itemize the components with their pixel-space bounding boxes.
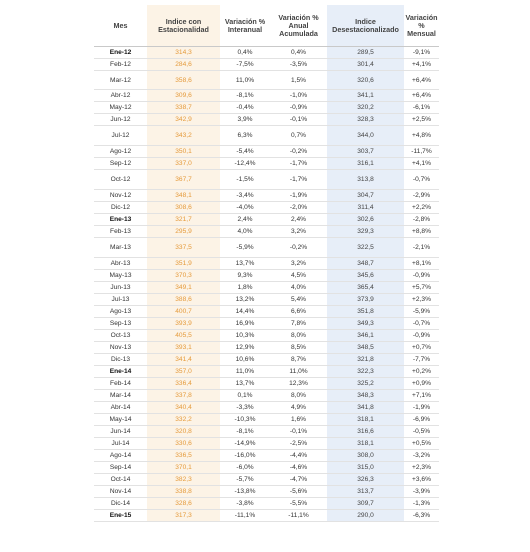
cell-mes: Mar-14	[94, 390, 147, 402]
cell-mes: Mar-13	[94, 238, 147, 258]
cell-indice-estacionalidad: 357,0	[147, 366, 220, 378]
cell-variacion-anual-acumulada: 6,6%	[270, 306, 327, 318]
cell-indice-estacionalidad: 370,1	[147, 462, 220, 474]
cell-indice-desestacionalizado: 365,4	[327, 282, 404, 294]
cell-variacion-mensual: -9,1%	[404, 47, 439, 59]
cell-mes: May-12	[94, 102, 147, 114]
cell-variacion-anual-acumulada: -4,7%	[270, 474, 327, 486]
cell-variacion-interanual: -0,4%	[220, 102, 270, 114]
cell-variacion-mensual: -3,2%	[404, 450, 439, 462]
cell-variacion-interanual: -12,4%	[220, 158, 270, 170]
cell-indice-desestacionalizado: 318,1	[327, 414, 404, 426]
cell-mes: Abr-13	[94, 258, 147, 270]
cell-mes: Sep-14	[94, 462, 147, 474]
table-row	[94, 170, 439, 190]
cell-variacion-mensual: +2,2%	[404, 202, 439, 214]
cell-indice-desestacionalizado: 316,1	[327, 158, 404, 170]
cell-indice-desestacionalizado: 321,8	[327, 354, 404, 366]
cell-variacion-anual-acumulada: -1,0%	[270, 90, 327, 102]
table-row	[94, 402, 439, 414]
cell-variacion-mensual: -0,7%	[404, 170, 439, 190]
cell-variacion-anual-acumulada: 4,0%	[270, 282, 327, 294]
cell-variacion-interanual: 1,8%	[220, 282, 270, 294]
cell-variacion-mensual: -5,9%	[404, 306, 439, 318]
cell-variacion-interanual: 6,3%	[220, 126, 270, 146]
cell-variacion-mensual: +4,1%	[404, 158, 439, 170]
cell-variacion-interanual: 13,7%	[220, 258, 270, 270]
cell-indice-estacionalidad: 336,4	[147, 378, 220, 390]
cell-indice-estacionalidad: 350,1	[147, 146, 220, 158]
cell-variacion-mensual: -1,3%	[404, 498, 439, 510]
cell-variacion-mensual: -2,8%	[404, 214, 439, 226]
cell-variacion-anual-acumulada: -0,9%	[270, 102, 327, 114]
cell-variacion-mensual: -0,9%	[404, 330, 439, 342]
cell-variacion-mensual: +4,1%	[404, 59, 439, 71]
cell-indice-estacionalidad: 337,5	[147, 238, 220, 258]
cell-variacion-interanual: 13,7%	[220, 378, 270, 390]
cell-mes: Dic-13	[94, 354, 147, 366]
cell-variacion-interanual: 13,2%	[220, 294, 270, 306]
cell-variacion-anual-acumulada: 2,4%	[270, 214, 327, 226]
cell-mes: Oct-12	[94, 170, 147, 190]
header-variacion-mensual: Variación % Mensual	[404, 5, 439, 47]
cell-indice-estacionalidad: 382,3	[147, 474, 220, 486]
data-table-container	[94, 5, 439, 522]
cell-indice-desestacionalizado: 329,3	[327, 226, 404, 238]
cell-indice-desestacionalizado: 320,6	[327, 71, 404, 90]
cell-variacion-mensual: -1,9%	[404, 402, 439, 414]
cell-indice-estacionalidad: 342,9	[147, 114, 220, 126]
cell-indice-estacionalidad: 330,6	[147, 438, 220, 450]
cell-variacion-anual-acumulada: 8,0%	[270, 330, 327, 342]
cell-indice-estacionalidad: 284,6	[147, 59, 220, 71]
cell-indice-desestacionalizado: 326,3	[327, 474, 404, 486]
cell-indice-estacionalidad: 309,6	[147, 90, 220, 102]
cell-mes: Dic-14	[94, 498, 147, 510]
cell-mes: Ago-12	[94, 146, 147, 158]
cell-variacion-interanual: -5,7%	[220, 474, 270, 486]
cell-variacion-interanual: 11,0%	[220, 366, 270, 378]
cell-indice-estacionalidad: 337,0	[147, 158, 220, 170]
cell-variacion-anual-acumulada: -5,5%	[270, 498, 327, 510]
cell-indice-desestacionalizado: 341,8	[327, 402, 404, 414]
cell-variacion-interanual: 9,3%	[220, 270, 270, 282]
cell-variacion-interanual: -10,3%	[220, 414, 270, 426]
cell-variacion-interanual: -14,9%	[220, 438, 270, 450]
cell-variacion-anual-acumulada: 1,6%	[270, 414, 327, 426]
table-row	[94, 238, 439, 258]
cell-variacion-interanual: 10,6%	[220, 354, 270, 366]
cell-indice-estacionalidad: 349,1	[147, 282, 220, 294]
index-table	[94, 5, 439, 522]
cell-indice-desestacionalizado: 322,3	[327, 366, 404, 378]
cell-mes: Sep-12	[94, 158, 147, 170]
cell-variacion-interanual: 0,1%	[220, 390, 270, 402]
cell-mes: Sep-13	[94, 318, 147, 330]
cell-variacion-anual-acumulada: -0,1%	[270, 114, 327, 126]
cell-variacion-anual-acumulada: 4,5%	[270, 270, 327, 282]
cell-mes: Nov-14	[94, 486, 147, 498]
cell-variacion-mensual: -6,1%	[404, 102, 439, 114]
table-row	[94, 330, 439, 342]
table-row	[94, 438, 439, 450]
cell-variacion-anual-acumulada: 8,0%	[270, 390, 327, 402]
cell-variacion-anual-acumulada: 0,4%	[270, 47, 327, 59]
cell-indice-desestacionalizado: 304,7	[327, 190, 404, 202]
cell-variacion-mensual: -3,9%	[404, 486, 439, 498]
cell-mes: Ene-12	[94, 47, 147, 59]
cell-variacion-anual-acumulada: -0,1%	[270, 426, 327, 438]
cell-variacion-anual-acumulada: -0,2%	[270, 238, 327, 258]
cell-indice-desestacionalizado: 313,7	[327, 486, 404, 498]
table-row	[94, 226, 439, 238]
table-row	[94, 294, 439, 306]
cell-indice-estacionalidad: 367,7	[147, 170, 220, 190]
cell-variacion-interanual: 2,4%	[220, 214, 270, 226]
cell-indice-desestacionalizado: 313,8	[327, 170, 404, 190]
cell-variacion-mensual: +4,8%	[404, 126, 439, 146]
header-indice-desestacionalizado: Indice Desestacionalizado	[327, 5, 404, 47]
cell-variacion-interanual: 11,0%	[220, 71, 270, 90]
cell-variacion-anual-acumulada: 3,2%	[270, 258, 327, 270]
cell-variacion-mensual: +2,3%	[404, 294, 439, 306]
cell-mes: Nov-12	[94, 190, 147, 202]
cell-indice-estacionalidad: 348,1	[147, 190, 220, 202]
cell-mes: Jun-13	[94, 282, 147, 294]
cell-indice-desestacionalizado: 348,7	[327, 258, 404, 270]
cell-mes: Ene-14	[94, 366, 147, 378]
cell-variacion-anual-acumulada: -11,1%	[270, 510, 327, 522]
cell-variacion-mensual: -0,5%	[404, 426, 439, 438]
header-variacion-anual-acumulada: Variación % Anual Acumulada	[270, 5, 327, 47]
cell-variacion-mensual: -6,9%	[404, 414, 439, 426]
cell-variacion-mensual: -2,1%	[404, 238, 439, 258]
cell-variacion-anual-acumulada: 11,0%	[270, 366, 327, 378]
cell-variacion-interanual: 14,4%	[220, 306, 270, 318]
cell-indice-estacionalidad: 388,6	[147, 294, 220, 306]
cell-mes: Ene-15	[94, 510, 147, 522]
cell-variacion-interanual: -3,8%	[220, 498, 270, 510]
cell-mes: Oct-13	[94, 330, 147, 342]
cell-mes: Ene-13	[94, 214, 147, 226]
table-row	[94, 426, 439, 438]
cell-variacion-interanual: 4,0%	[220, 226, 270, 238]
cell-variacion-anual-acumulada: -4,4%	[270, 450, 327, 462]
table-row	[94, 59, 439, 71]
table-row	[94, 114, 439, 126]
cell-indice-estacionalidad: 340,4	[147, 402, 220, 414]
cell-indice-desestacionalizado: 301,4	[327, 59, 404, 71]
cell-variacion-interanual: -11,1%	[220, 510, 270, 522]
table-row	[94, 270, 439, 282]
cell-variacion-mensual: +2,3%	[404, 462, 439, 474]
cell-indice-desestacionalizado: 344,0	[327, 126, 404, 146]
cell-indice-desestacionalizado: 315,0	[327, 462, 404, 474]
cell-variacion-mensual: +7,1%	[404, 390, 439, 402]
cell-mes: Ago-14	[94, 450, 147, 462]
table-row	[94, 474, 439, 486]
cell-indice-desestacionalizado: 348,3	[327, 390, 404, 402]
table-row	[94, 414, 439, 426]
cell-indice-desestacionalizado: 311,4	[327, 202, 404, 214]
cell-variacion-interanual: -5,9%	[220, 238, 270, 258]
cell-indice-desestacionalizado: 289,5	[327, 47, 404, 59]
cell-variacion-anual-acumulada: -1,9%	[270, 190, 327, 202]
cell-indice-estacionalidad: 317,3	[147, 510, 220, 522]
cell-variacion-anual-acumulada: 4,9%	[270, 402, 327, 414]
cell-variacion-mensual: -6,3%	[404, 510, 439, 522]
cell-indice-estacionalidad: 393,9	[147, 318, 220, 330]
cell-variacion-interanual: -4,0%	[220, 202, 270, 214]
header-indice-estacionalidad: Indice con Estacionalidad	[147, 5, 220, 47]
table-row	[94, 378, 439, 390]
cell-indice-desestacionalizado: 348,5	[327, 342, 404, 354]
cell-indice-desestacionalizado: 373,9	[327, 294, 404, 306]
cell-variacion-interanual: 10,3%	[220, 330, 270, 342]
cell-variacion-interanual: -5,4%	[220, 146, 270, 158]
cell-variacion-mensual: +8,1%	[404, 258, 439, 270]
cell-indice-desestacionalizado: 351,8	[327, 306, 404, 318]
header-mes: Mes	[94, 5, 147, 47]
cell-variacion-interanual: -13,8%	[220, 486, 270, 498]
cell-variacion-interanual: -3,3%	[220, 402, 270, 414]
cell-indice-desestacionalizado: 325,2	[327, 378, 404, 390]
cell-variacion-interanual: -1,5%	[220, 170, 270, 190]
cell-indice-desestacionalizado: 318,1	[327, 438, 404, 450]
cell-variacion-anual-acumulada: -5,6%	[270, 486, 327, 498]
cell-indice-desestacionalizado: 302,6	[327, 214, 404, 226]
cell-indice-estacionalidad: 337,8	[147, 390, 220, 402]
cell-mes: May-13	[94, 270, 147, 282]
cell-variacion-mensual: -7,7%	[404, 354, 439, 366]
cell-mes: Feb-12	[94, 59, 147, 71]
table-row	[94, 71, 439, 90]
cell-indice-estacionalidad: 338,8	[147, 486, 220, 498]
cell-variacion-anual-acumulada: 1,5%	[270, 71, 327, 90]
cell-indice-estacionalidad: 320,8	[147, 426, 220, 438]
cell-indice-estacionalidad: 308,6	[147, 202, 220, 214]
cell-variacion-mensual: +0,7%	[404, 342, 439, 354]
cell-mes: Jul-14	[94, 438, 147, 450]
table-row	[94, 126, 439, 146]
cell-indice-estacionalidad: 336,5	[147, 450, 220, 462]
cell-variacion-mensual: +5,7%	[404, 282, 439, 294]
cell-indice-estacionalidad: 332,2	[147, 414, 220, 426]
cell-variacion-anual-acumulada: 5,4%	[270, 294, 327, 306]
cell-variacion-interanual: -16,0%	[220, 450, 270, 462]
cell-variacion-interanual: -8,1%	[220, 90, 270, 102]
cell-indice-desestacionalizado: 349,3	[327, 318, 404, 330]
cell-variacion-anual-acumulada: 0,7%	[270, 126, 327, 146]
table-row	[94, 158, 439, 170]
cell-mes: Jul-13	[94, 294, 147, 306]
table-row	[94, 146, 439, 158]
cell-indice-desestacionalizado: 308,0	[327, 450, 404, 462]
cell-indice-estacionalidad: 314,3	[147, 47, 220, 59]
cell-indice-estacionalidad: 295,9	[147, 226, 220, 238]
cell-indice-desestacionalizado: 290,0	[327, 510, 404, 522]
cell-variacion-mensual: +0,2%	[404, 366, 439, 378]
cell-mes: Abr-12	[94, 90, 147, 102]
cell-indice-estacionalidad: 328,6	[147, 498, 220, 510]
cell-indice-desestacionalizado: 316,6	[327, 426, 404, 438]
cell-variacion-interanual: 0,4%	[220, 47, 270, 59]
table-row	[94, 306, 439, 318]
table-row	[94, 102, 439, 114]
cell-mes: Oct-14	[94, 474, 147, 486]
header-row	[94, 5, 439, 47]
cell-variacion-anual-acumulada: -3,5%	[270, 59, 327, 71]
cell-variacion-mensual: -11,7%	[404, 146, 439, 158]
cell-indice-desestacionalizado: 303,7	[327, 146, 404, 158]
cell-indice-desestacionalizado: 328,3	[327, 114, 404, 126]
cell-mes: Feb-13	[94, 226, 147, 238]
cell-mes: Abr-14	[94, 402, 147, 414]
cell-variacion-interanual: -6,0%	[220, 462, 270, 474]
header-variacion-interanual: Variación % Interanual	[220, 5, 270, 47]
table-row	[94, 510, 439, 522]
table-row	[94, 486, 439, 498]
table-row	[94, 462, 439, 474]
cell-indice-estacionalidad: 358,6	[147, 71, 220, 90]
cell-mes: Dic-12	[94, 202, 147, 214]
cell-variacion-interanual: -3,4%	[220, 190, 270, 202]
cell-variacion-anual-acumulada: -1,7%	[270, 170, 327, 190]
cell-indice-estacionalidad: 343,2	[147, 126, 220, 146]
cell-indice-estacionalidad: 338,7	[147, 102, 220, 114]
cell-variacion-mensual: -0,7%	[404, 318, 439, 330]
cell-mes: Nov-13	[94, 342, 147, 354]
cell-indice-estacionalidad: 405,5	[147, 330, 220, 342]
table-row	[94, 318, 439, 330]
cell-indice-desestacionalizado: 320,2	[327, 102, 404, 114]
table-row	[94, 47, 439, 59]
cell-mes: Jun-14	[94, 426, 147, 438]
cell-indice-desestacionalizado: 346,1	[327, 330, 404, 342]
cell-indice-desestacionalizado: 345,6	[327, 270, 404, 282]
cell-indice-desestacionalizado: 322,5	[327, 238, 404, 258]
cell-mes: Ago-13	[94, 306, 147, 318]
cell-variacion-interanual: 16,9%	[220, 318, 270, 330]
table-row	[94, 214, 439, 226]
cell-indice-estacionalidad: 370,3	[147, 270, 220, 282]
cell-variacion-mensual: -2,9%	[404, 190, 439, 202]
cell-variacion-mensual: +8,8%	[404, 226, 439, 238]
cell-indice-estacionalidad: 400,7	[147, 306, 220, 318]
cell-variacion-anual-acumulada: -1,7%	[270, 158, 327, 170]
cell-variacion-anual-acumulada: 7,8%	[270, 318, 327, 330]
cell-variacion-interanual: 3,9%	[220, 114, 270, 126]
cell-variacion-anual-acumulada: 3,2%	[270, 226, 327, 238]
cell-variacion-mensual: +6,4%	[404, 90, 439, 102]
table-row	[94, 450, 439, 462]
table-row	[94, 190, 439, 202]
cell-mes: Feb-14	[94, 378, 147, 390]
cell-variacion-anual-acumulada: -2,5%	[270, 438, 327, 450]
cell-variacion-mensual: -0,9%	[404, 270, 439, 282]
cell-indice-estacionalidad: 321,7	[147, 214, 220, 226]
cell-mes: Jun-12	[94, 114, 147, 126]
cell-mes: Jul-12	[94, 126, 147, 146]
cell-variacion-anual-acumulada: 8,7%	[270, 354, 327, 366]
cell-variacion-interanual: -7,5%	[220, 59, 270, 71]
cell-indice-desestacionalizado: 341,1	[327, 90, 404, 102]
cell-mes: May-14	[94, 414, 147, 426]
cell-variacion-anual-acumulada: -4,6%	[270, 462, 327, 474]
table-row	[94, 282, 439, 294]
cell-variacion-anual-acumulada: 8,5%	[270, 342, 327, 354]
cell-variacion-anual-acumulada: -2,0%	[270, 202, 327, 214]
cell-variacion-mensual: +0,5%	[404, 438, 439, 450]
cell-variacion-mensual: +2,5%	[404, 114, 439, 126]
table-row	[94, 258, 439, 270]
cell-variacion-interanual: 12,9%	[220, 342, 270, 354]
table-row	[94, 498, 439, 510]
table-row	[94, 202, 439, 214]
table-row	[94, 354, 439, 366]
cell-variacion-mensual: +6,4%	[404, 71, 439, 90]
table-row	[94, 342, 439, 354]
table-body	[94, 47, 439, 522]
cell-variacion-mensual: +3,6%	[404, 474, 439, 486]
cell-variacion-mensual: +0,9%	[404, 378, 439, 390]
table-row	[94, 90, 439, 102]
table-row	[94, 390, 439, 402]
cell-variacion-anual-acumulada: -0,2%	[270, 146, 327, 158]
cell-mes: Mar-12	[94, 71, 147, 90]
cell-variacion-anual-acumulada: 12,3%	[270, 378, 327, 390]
cell-variacion-interanual: -8,1%	[220, 426, 270, 438]
cell-indice-estacionalidad: 393,1	[147, 342, 220, 354]
table-row	[94, 366, 439, 378]
cell-indice-estacionalidad: 341,4	[147, 354, 220, 366]
cell-indice-estacionalidad: 351,9	[147, 258, 220, 270]
cell-indice-desestacionalizado: 309,7	[327, 498, 404, 510]
